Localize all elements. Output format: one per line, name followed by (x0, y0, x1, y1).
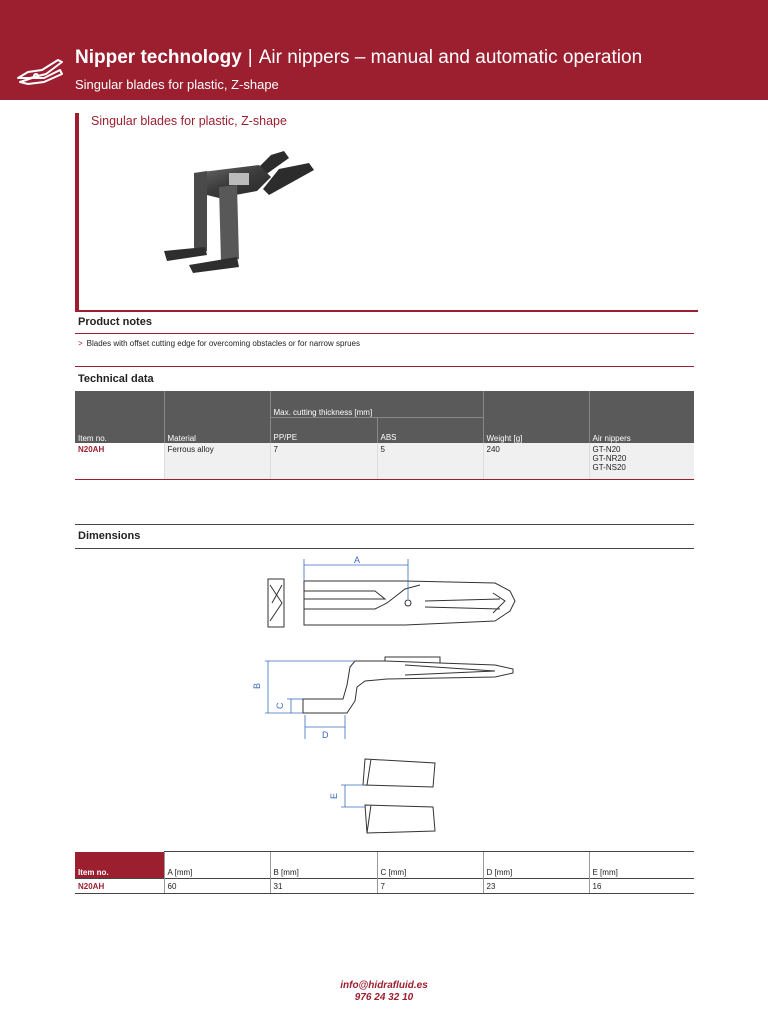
nipper-icon (14, 48, 66, 88)
nipper-model: GT-N20 (592, 445, 621, 454)
list-item (78, 339, 360, 348)
nipper-model: GT-NR20 (592, 454, 627, 463)
dimension-label-b: B (252, 682, 262, 689)
header-air-nippers: Air nippers (589, 391, 694, 443)
cell-air-nippers (589, 443, 694, 480)
technical-data-heading: Technical data (78, 373, 154, 385)
footer-email[interactable]: info@hidrafluid.es (340, 980, 428, 991)
dimensions-heading: Dimensions (78, 530, 141, 542)
title-separator: | (247, 47, 253, 68)
dimension-label-d: D (322, 730, 329, 740)
header-cutting-thickness: Max. cutting thickness [mm] (270, 391, 483, 418)
cell-c: 7 (377, 879, 483, 894)
table-row (75, 879, 694, 894)
title-bold: Nipper technology (75, 47, 242, 68)
cell-b: 31 (270, 879, 377, 894)
page-title (75, 47, 642, 69)
title-rest: Air nippers – manual and automatic operation (258, 47, 643, 68)
header-d: D [mm] (483, 852, 589, 879)
header-pp-pe: PP/PE (270, 418, 377, 444)
header-abs: ABS (377, 418, 483, 444)
product-title: Singular blades for plastic, Z-shape (91, 114, 287, 128)
cell-item-no: N20AH (75, 443, 164, 480)
cell-e: 16 (589, 879, 694, 894)
header-e: E [mm] (589, 852, 694, 879)
header-b: B [mm] (270, 852, 377, 879)
note-text: Blades with offset cutting edge for overcoming obstacles or for narrow sprues (86, 339, 360, 348)
bullet-arrow: > (78, 339, 83, 348)
dimension-label-e: E (329, 792, 339, 799)
cell-material: Ferrous alloy (164, 443, 270, 480)
nipper-model: GT-NS20 (592, 463, 626, 472)
technical-data-table (75, 391, 694, 480)
dimensions-table (75, 851, 694, 894)
product-image-panel (75, 113, 698, 312)
header-item-no: Item no. (75, 391, 164, 443)
product-notes-heading: Product notes (78, 316, 152, 328)
cell-weight: 240 (483, 443, 589, 480)
cell-a: 60 (164, 879, 270, 894)
cell-pp-pe: 7 (270, 443, 377, 480)
header-material: Material (164, 391, 270, 443)
header-item-no: Item no. (75, 852, 164, 879)
cell-d: 23 (483, 879, 589, 894)
divider (75, 366, 694, 367)
dimension-drawing (75, 549, 694, 839)
table-row (75, 443, 694, 480)
dimension-label-c: C (275, 702, 285, 709)
divider (75, 333, 694, 334)
divider (75, 524, 694, 525)
dimension-label-a: A (354, 555, 361, 565)
page-subtitle: Singular blades for plastic, Z-shape (75, 77, 279, 92)
footer-phone: 976 24 32 10 (354, 992, 414, 1003)
cell-item-no: N20AH (75, 879, 164, 894)
cell-abs: 5 (377, 443, 483, 480)
header-c: C [mm] (377, 852, 483, 879)
page-header (0, 0, 768, 100)
header-weight: Weight [g] (483, 391, 589, 443)
header-a: A [mm] (164, 852, 270, 879)
product-photo (159, 143, 329, 293)
